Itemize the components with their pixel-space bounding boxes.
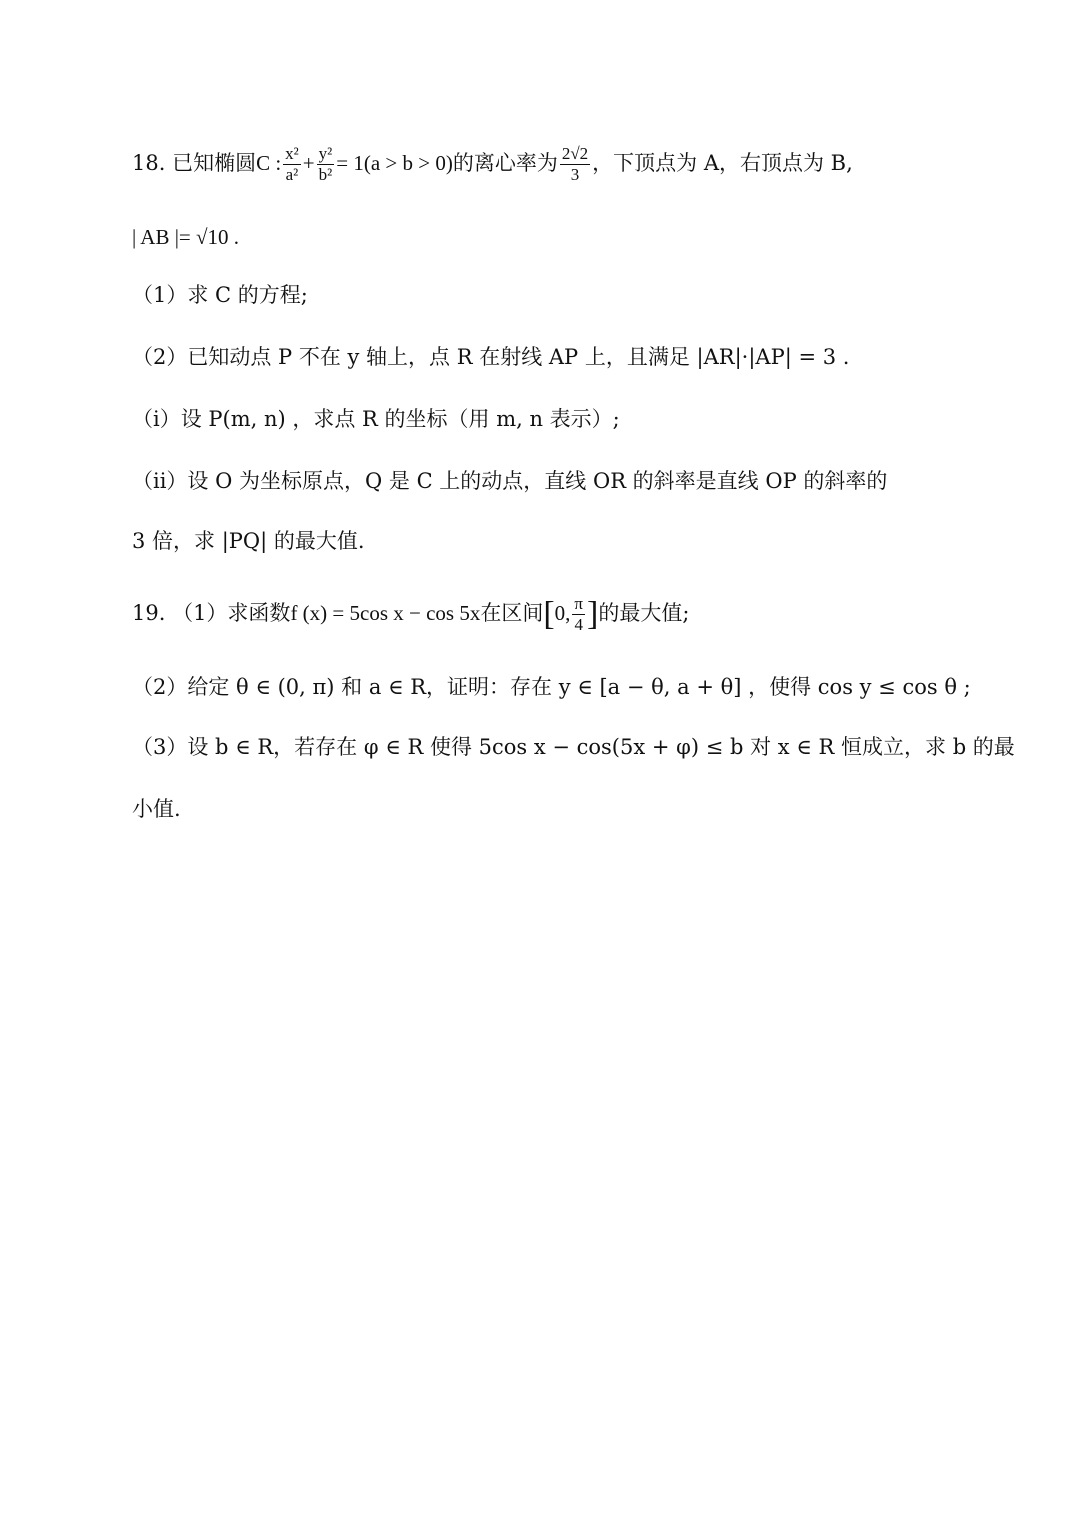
problem-18-part-1: （1）求 C 的方程; [132,283,308,307]
problem-18-statement-line-1: 18. 已知椭圆C : $\frac{\text{x²}}{\text{a²}}$ + $\frac{\text{y²}}{\text{b²}}$ = 1(a > b > 0)的离心率为 $\frac{2√2}{3}$ ，下顶点为 A，右顶点为 B, [132,144,853,184]
problem-19-part-3-line-2: 小值. [132,797,181,821]
fraction-eccentricity: $\frac{2√2}{3}$ [561,144,589,184]
problem-19-part-2: （2）给定 θ ∈ (0, π) 和 a ∈ R，证明：存在 y ∈ [a − θ, a + θ] ，使得 cos y ≤ cos θ ; [132,675,971,699]
fraction-x2-a2: $\frac{\text{x²}}{\text{a²}}$ [285,144,299,184]
problem-18-part-2-ii-line-1: （ii）设 O 为坐标原点，Q 是 C 上的动点，直线 OR 的斜率是直线 OP 的斜率的 [132,469,888,493]
ellipse-condition: = 1(a > b > 0) [336,151,453,175]
problem-18-part-2-i: （i）设 P(m, n) ，求点 R 的坐标（用 m, n 表示）; [132,407,620,431]
function-definition: f (x) = 5cos x − cos 5x [290,601,481,625]
problem-18-part-2: （2）已知动点 P 不在 y 轴上，点 R 在射线 AP 上，且满足 |AR|·|AP| = 3 . [132,345,850,369]
problem-18-part-2-ii-line-2: 3 倍，求 |PQ| 的最大值. [132,529,365,553]
problem-18-intro: 18. 已知椭圆 [132,151,257,175]
ellipse-label: C : [256,151,282,175]
problem-19-part-3-line-1: （3）设 b ∈ R，若存在 φ ∈ R 使得 5cos x − cos(5x + φ) ≤ b 对 x ∈ R 恒成立，求 b 的最 [132,735,1015,759]
problem-19-intro: 19. （1）求函数 [132,601,291,625]
problem-18-statement-line-2: | AB |= √10 . [132,225,240,249]
fraction-y2-b2: $\frac{\text{y²}}{\text{b²}}$ [318,144,333,184]
fraction-pi-over-4: $\frac{\pi}{4}$ [574,594,584,634]
problem-19-part-1: 19. （1）求函数f (x) = 5cos x − cos 5x在区间[0, $\frac{\pi}{4}$ ]的最大值; [132,594,690,634]
